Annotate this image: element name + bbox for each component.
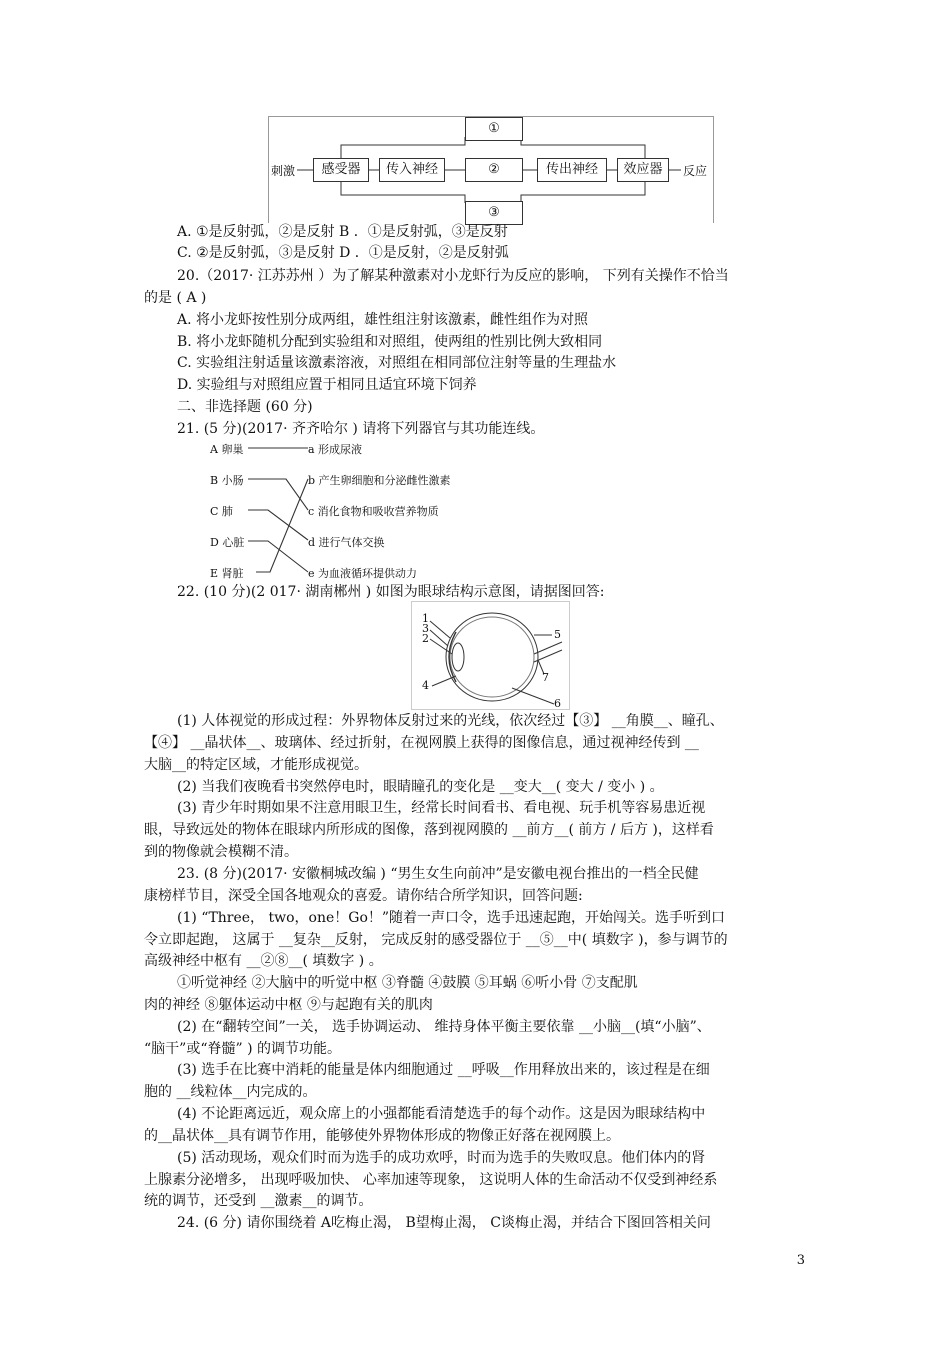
eye-label-5: 5	[554, 628, 561, 641]
q22-p3-a: (3) 青少年时期如果不注意用眼卫生，经常长时间看书、看电视、玩手机等容易患近视	[177, 800, 706, 816]
q23-line-16: 统的调节，还受到 __激素__的调节。	[144, 1193, 373, 1209]
function-e: e 为血液循环提供动力	[308, 567, 418, 580]
q23-line-11: 胞的 __线粒体__内完成的。	[144, 1084, 317, 1100]
eye-label-7: 7	[542, 671, 549, 684]
eye-label-6: 6	[554, 697, 561, 710]
q23-line-3: (1) “Three， two，one！Go！”随着一声口令，选手迅速起跑，开始闯关。选手听到口	[177, 910, 726, 926]
function-d: d 进行气体交换	[308, 536, 385, 549]
q23-line-15: 上腺素分泌增多， 出现呼吸加快、 心率加速等现象， 这说明人体的生命活动不仅受到神经系	[144, 1172, 718, 1188]
eye-label-1: 1	[422, 612, 429, 625]
section-heading: 二、非选择题 (60 分)	[177, 399, 313, 415]
page-number: 3	[796, 1253, 805, 1268]
organ-a: A 卵巢	[210, 443, 244, 456]
q20-option-a: A. 将小龙虾按性别分成两组，雄性组注射该激素，雌性组作为对照	[177, 312, 589, 328]
q23-line-1: 23. (8 分)(2017· 安徽桐城改编 ) “男生女生向前冲”是安徽电视台推出的一档全民健	[177, 866, 699, 882]
eye-label-4: 4	[422, 679, 429, 692]
response-label: 反应	[683, 164, 708, 178]
effector-box: 效应器	[617, 158, 669, 182]
reflex-arc-diagram	[268, 116, 714, 223]
function-a: a 形成尿液	[308, 443, 363, 456]
q20-option-b: B. 将小龙虾随机分配到实验组和对照组，使两组的性别比例大致相同	[177, 334, 603, 350]
q24-stem: 24. (6 分) 请你围绕着 A吃梅止渴， B望梅止渴， C谈梅止渴，并结合下图回答相关问	[177, 1215, 711, 1231]
q22-stem: 22. (10 分)(2 017· 湖南郴州 ) 如图为眼球结构示意图，请据图回答:	[177, 584, 605, 600]
q23-line-7: 肉的神经 ⑧躯体运动中枢 ⑨与起跑有关的肌肉	[144, 997, 433, 1013]
q23-line-4: 令立即起跑， 这属于 __复杂__反射， 完成反射的感受器位于 __⑤__中( 填数字 )，参与调节的	[144, 932, 728, 948]
q20-stem-1: 20.（2017· 江苏苏州 ）为了解某种激素对小龙虾行为反应的影响， 下列有关操作不恰当	[177, 268, 729, 284]
eye-drawing	[412, 602, 569, 709]
eye-diagram	[411, 601, 570, 710]
q23-line-13: 的__晶状体__具有调节作用，能够使外界物体形成的物像正好落在视网膜上。	[144, 1128, 620, 1144]
function-b: b 产生卵细胞和分泌雌性激素	[308, 474, 451, 487]
q22-p1-b: 【④】 __晶状体__、玻璃体、经过折射，在视网膜上获得的图像信息，通过视神经传到 __	[144, 735, 699, 751]
center-box: ②	[465, 158, 523, 182]
q23-line-9: “脑干”或“脊髓” ) 的调节功能。	[144, 1041, 341, 1057]
efferent-box: 传出神经	[537, 158, 607, 182]
q22-p1-a: (1) 人体视觉的形成过程：外界物体反射过来的光线，依次经过【③】 __角膜__、瞳孔、	[177, 713, 724, 729]
q20-stem-2: 的是 ( A )	[144, 290, 207, 306]
matching-figure	[208, 440, 476, 578]
box-1: ①	[465, 117, 523, 141]
receptor-box: 感受器	[313, 158, 369, 182]
q23-line-12: (4) 不论距离远近，观众席上的小强都能看清楚选手的每个动作。这是因为眼球结构中	[177, 1106, 706, 1122]
afferent-box: 传入神经	[379, 158, 445, 182]
organ-d: D 心脏	[210, 536, 245, 549]
organ-b: B 小肠	[210, 474, 244, 487]
organ-c: C 肺	[210, 505, 233, 518]
q22-p1-c: 大脑__的特定区域，才能形成视觉。	[144, 757, 368, 773]
eye-label-2: 2	[422, 632, 429, 645]
q22-p3-c: 到的物像就会模糊不清。	[144, 844, 298, 860]
q23-line-2: 康榜样节目，深受全国各地观众的喜爱。请你结合所学知识，回答问题:	[144, 888, 583, 904]
q23-line-6: ①听觉神经 ②大脑中的听觉中枢 ③脊髓 ④鼓膜 ⑤耳蜗 ⑥听小骨 ⑦支配肌	[177, 975, 638, 991]
function-c: c 消化食物和吸收营养物质	[308, 505, 439, 518]
q22-p3-b: 眼，导致远处的物体在眼球内所形成的图像，落到视网膜的 __前方__( 前方 / 后方 )，这样看	[144, 822, 714, 838]
q19-option-ab: A. ①是反射弧，②是反射 B ．①是反射弧，③是反射	[177, 224, 508, 240]
q20-option-c: C. 实验组注射适量该激素溶液，对照组在相同部位注射等量的生理盐水	[177, 355, 617, 371]
q20-option-d: D. 实验组与对照组应置于相同且适宜环境下饲养	[177, 377, 477, 393]
organ-e: E 肾脏	[210, 567, 244, 580]
q23-line-8: (2) 在“翻转空间”一关， 选手协调运动、 维持身体平衡主要依靠 __小脑__(填“小脑”、	[177, 1019, 711, 1035]
q23-line-10: (3) 选手在比赛中消耗的能量是体内细胞通过 __呼吸__作用释放出来的，该过程是在细	[177, 1062, 710, 1078]
box-3: ③	[465, 201, 523, 225]
q19-option-cd: C. ②是反射弧，③是反射 D ．①是反射，②是反射弧	[177, 245, 509, 261]
q22-p2: (2) 当我们夜晚看书突然停电时，眼睛瞳孔的变化是 __变大__( 变大 / 变小 ) 。	[177, 779, 664, 795]
q23-line-14: (5) 活动现场，观众们时而为选手的成功欢呼，时而为选手的失败叹息。他们体内的肾	[177, 1150, 706, 1166]
q21-stem: 21. (5 分)(2017· 齐齐哈尔 ) 请将下列器官与其功能连线。	[177, 421, 545, 437]
q23-line-5: 高级神经中枢有 __②⑧__( 填数字 ) 。	[144, 953, 383, 969]
eye-label-3: 3	[422, 622, 429, 635]
stimulus-label: 刺激	[271, 164, 296, 178]
